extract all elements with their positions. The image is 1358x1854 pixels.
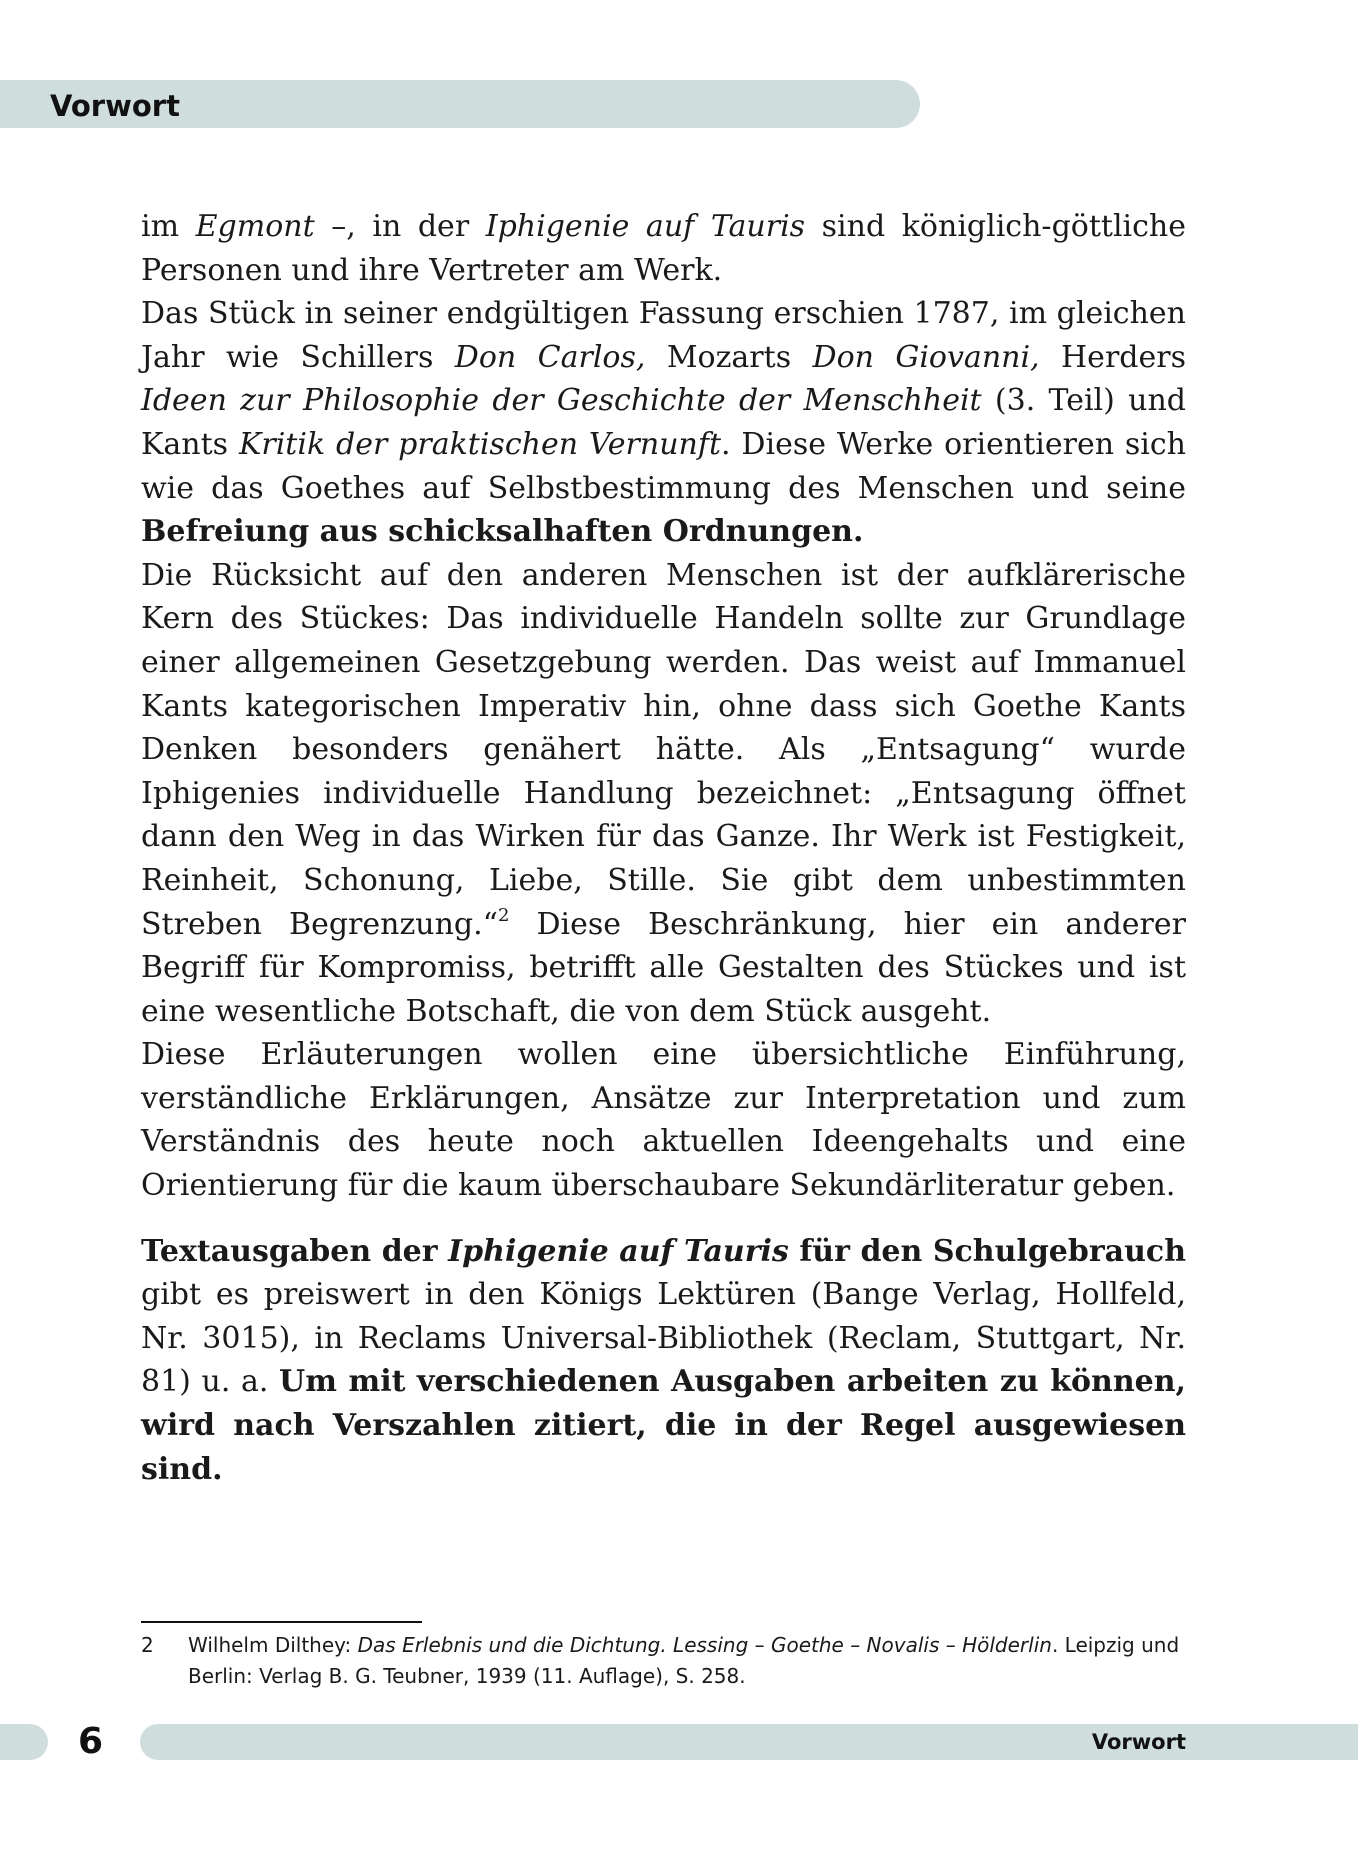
text-span: . Diese Werke orientieren sich wie das Goethes auf Selbstbestimmung des Menschen und seine <box>141 426 1186 506</box>
emphasis-bold: Textausgaben der <box>141 1233 449 1269</box>
emphasis-bold: für den Schulgebrauch <box>788 1233 1187 1269</box>
footnote-divider <box>141 1621 422 1623</box>
text-span: Das Stück in seiner endgültigen Fassung erschien 1787, im gleichen Jahr wie Schillers <box>141 296 1186 375</box>
work-title: Das Erlebnis und die Dichtung. Lessing – Goethe – Novalis – Hölderlin <box>357 1633 1052 1657</box>
text-span: Die Rücksicht auf den anderen Menschen ist der aufklärerische Kern des Stückes: Das individuelle Handeln sollte zur Grundlage einer allgemeinen Gesetzgebung werden. Das weist auf Immanuel Kants kategorischen Imperativ hin, ohne dass sich Goethe Kants Denken besonders genähert hätte. Als „Entsagung“ wurde Iphigenies individuelle Handlung bezeichnet: „Entsagung öffnet dann den Weg in das Wirken für das Ganze. Ihr Werk ist Festigkeit, Reinheit, Schonung, Liebe, Stille. Sie gibt dem unbestimmten Streben Begrenzung.“ <box>141 557 1186 942</box>
text-span: Herders <box>1039 339 1186 375</box>
work-title: Iphigenie auf Tauris <box>485 209 806 244</box>
text-span: . Leipzig und Berlin: Verlag B. G. Teubner, 1939 (11. Auflage), S. 258. <box>188 1633 1180 1688</box>
footer-bar-left <box>0 1724 48 1760</box>
footnote-text <box>188 1630 1186 1692</box>
text-span: sind königlich-göttliche Personen und ihre Vertreter am Werk. <box>141 209 1187 288</box>
footnote <box>141 1630 1186 1692</box>
page-number: 6 <box>78 1721 104 1762</box>
work-title: Don Carlos, <box>454 339 646 375</box>
paragraph-3 <box>141 554 1186 1034</box>
emphasis-bold: Befreiung aus schicksalhaften Ordnungen. <box>141 514 864 550</box>
paragraph-5 <box>141 1230 1186 1492</box>
footnote-reference: 2 <box>497 904 510 926</box>
text-span: –, in der <box>314 209 486 244</box>
work-title: Ideen zur Philosophie der Geschichte der Menschheit <box>141 383 982 419</box>
emphasis-bold: Um mit verschiedenen Ausgaben arbeiten zu können, wird nach Verszahlen zitiert, die in der Regel ausgewiesen sind. <box>141 1364 1186 1487</box>
work-title: Don Giovanni, <box>812 339 1040 375</box>
text-span: Wilhelm Dilthey: <box>188 1633 358 1657</box>
paragraph-2 <box>141 292 1186 554</box>
running-footer-title: Vorwort <box>1091 1730 1186 1754</box>
work-title: Egmont <box>195 209 315 244</box>
text-span: Diese Beschränkung, hier ein anderer Begriff für Kompromiss, betrifft alle Gestalten des Stückes und ist eine wesentliche Botschaft, die von dem Stück ausgeht. <box>141 906 1186 1029</box>
paragraph-1 <box>141 205 1186 292</box>
text-span: im <box>141 209 196 244</box>
work-title: Kritik der praktischen Vernunft <box>238 426 722 462</box>
text-span: Mozarts <box>645 339 813 375</box>
text-span: Diese Erläuterungen wollen eine übersichtliche Einführung, verständliche Erklärungen, Ansätze zur Interpretation und zum Verständnis des heute noch aktuellen Ideengehalts und eine Orientierung für die kaum überschaubare Sekundärliteratur geben. <box>141 1037 1186 1204</box>
body-text <box>141 205 1186 1491</box>
paragraph-4 <box>141 1033 1186 1207</box>
text-span: gibt es preiswert in den Königs Lektüren (Bange Verlag, Hollfeld, Nr. 3015), in Reclams Universal-Bibliothek (Reclam, Stuttgart, Nr. 81) u. a. <box>141 1277 1186 1400</box>
footnote-number: 2 <box>141 1633 154 1657</box>
work-title-bold: Iphigenie auf Tauris <box>448 1233 789 1269</box>
text-span: (3. Teil) und Kants <box>141 383 1186 462</box>
running-header-title: Vorwort <box>50 89 180 123</box>
